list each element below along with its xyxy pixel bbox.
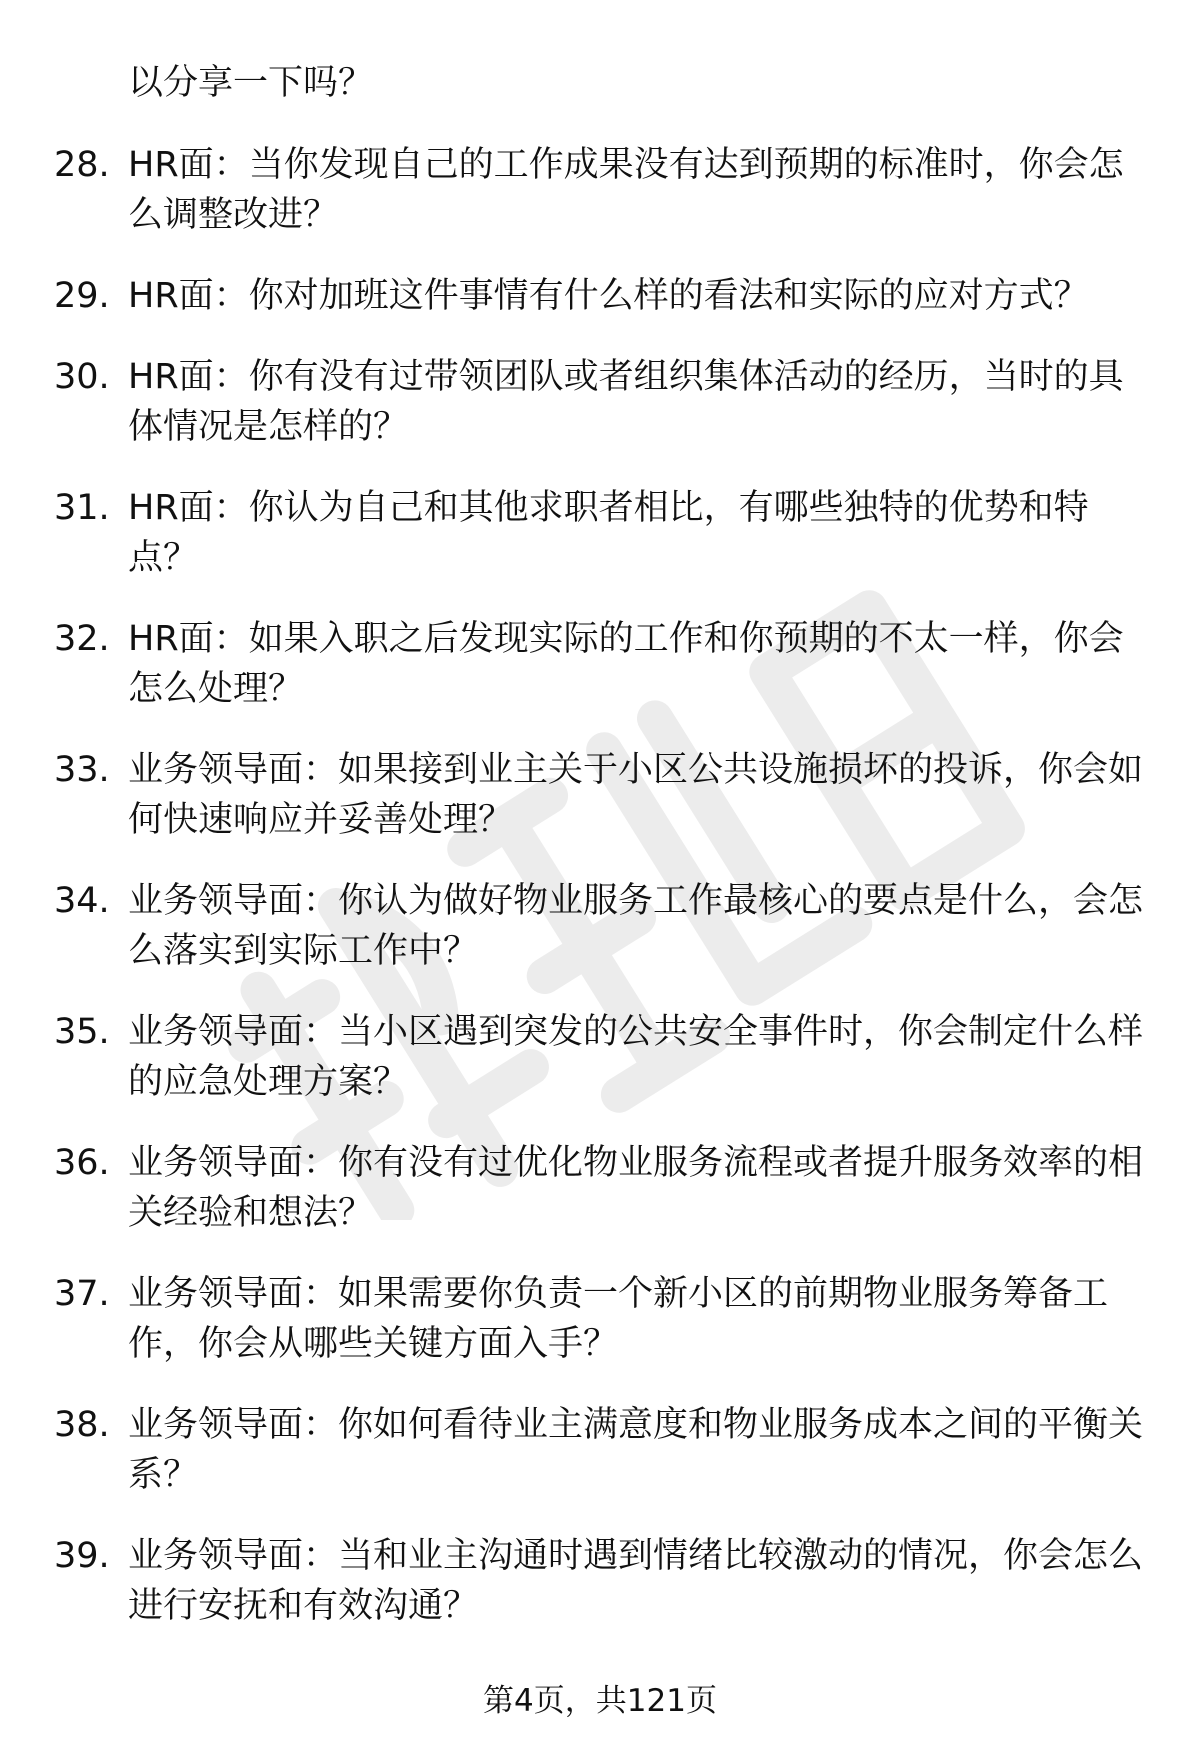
question-text: 业务领导面：如果需要你负责一个新小区的前期物业服务筹备工作，你会从哪些关键方面入手？ (128, 1274, 1109, 1364)
question-text: HR面：你认为自己和其他求职者相比，有哪些独特的优势和特点？ (128, 488, 1089, 578)
question-number: 32. (54, 619, 110, 659)
question-number: 28. (54, 145, 110, 185)
question-number: 30. (54, 357, 110, 397)
question-item (0, 876, 1148, 976)
question-item (0, 745, 1148, 845)
question-item (0, 140, 1148, 240)
question-item (0, 352, 1148, 452)
question-number: 38. (54, 1405, 110, 1445)
question-text: HR面：当你发现自己的工作成果没有达到预期的标准时，你会怎么调整改进？ (128, 145, 1124, 235)
question-text: 业务领导面：你有没有过优化物业服务流程或者提升服务效率的相关经验和想法？ (128, 1143, 1144, 1233)
question-list (0, 140, 1200, 1662)
question-number: 35. (54, 1012, 110, 1052)
question-item (0, 1269, 1148, 1369)
question-number: 34. (54, 881, 110, 921)
question-text: HR面：如果入职之后发现实际的工作和你预期的不太一样，你会怎么处理？ (128, 619, 1124, 709)
question-number: 37. (54, 1274, 110, 1314)
question-number: 33. (54, 750, 110, 790)
question-text: 业务领导面：你如何看待业主满意度和物业服务成本之间的平衡关系？ (128, 1405, 1144, 1495)
question-item (0, 1007, 1148, 1107)
question-item (0, 271, 1148, 321)
page-number-footer: 第4页，共121页 (483, 1683, 717, 1719)
question-text: 业务领导面：当小区遇到突发的公共安全事件时，你会制定什么样的应急处理方案？ (128, 1012, 1144, 1102)
continued-question-text: 以分享一下吗？ (128, 63, 374, 103)
question-item (0, 1138, 1148, 1238)
question-text: 业务领导面：当和业主沟通时遇到情绪比较激动的情况，你会怎么进行安抚和有效沟通？ (128, 1536, 1144, 1626)
question-number: 39. (54, 1536, 110, 1576)
question-text: 业务领导面：你认为做好物业服务工作最核心的要点是什么，会怎么落实到实际工作中？ (128, 881, 1144, 971)
question-text: HR面：你有没有过带领团队或者组织集体活动的经历，当时的具体情况是怎样的？ (128, 357, 1124, 447)
question-number: 31. (54, 488, 110, 528)
question-item (0, 483, 1148, 583)
question-number: 36. (54, 1143, 110, 1183)
question-text: 业务领导面：如果接到业主关于小区公共设施损坏的投诉，你会如何快速响应并妥善处理？ (128, 750, 1144, 840)
question-text: HR面：你对加班这件事情有什么样的看法和实际的应对方式？ (128, 276, 1089, 316)
question-item (0, 1531, 1148, 1631)
question-number: 29. (54, 276, 110, 316)
question-item (0, 1400, 1148, 1500)
question-item (0, 614, 1148, 714)
